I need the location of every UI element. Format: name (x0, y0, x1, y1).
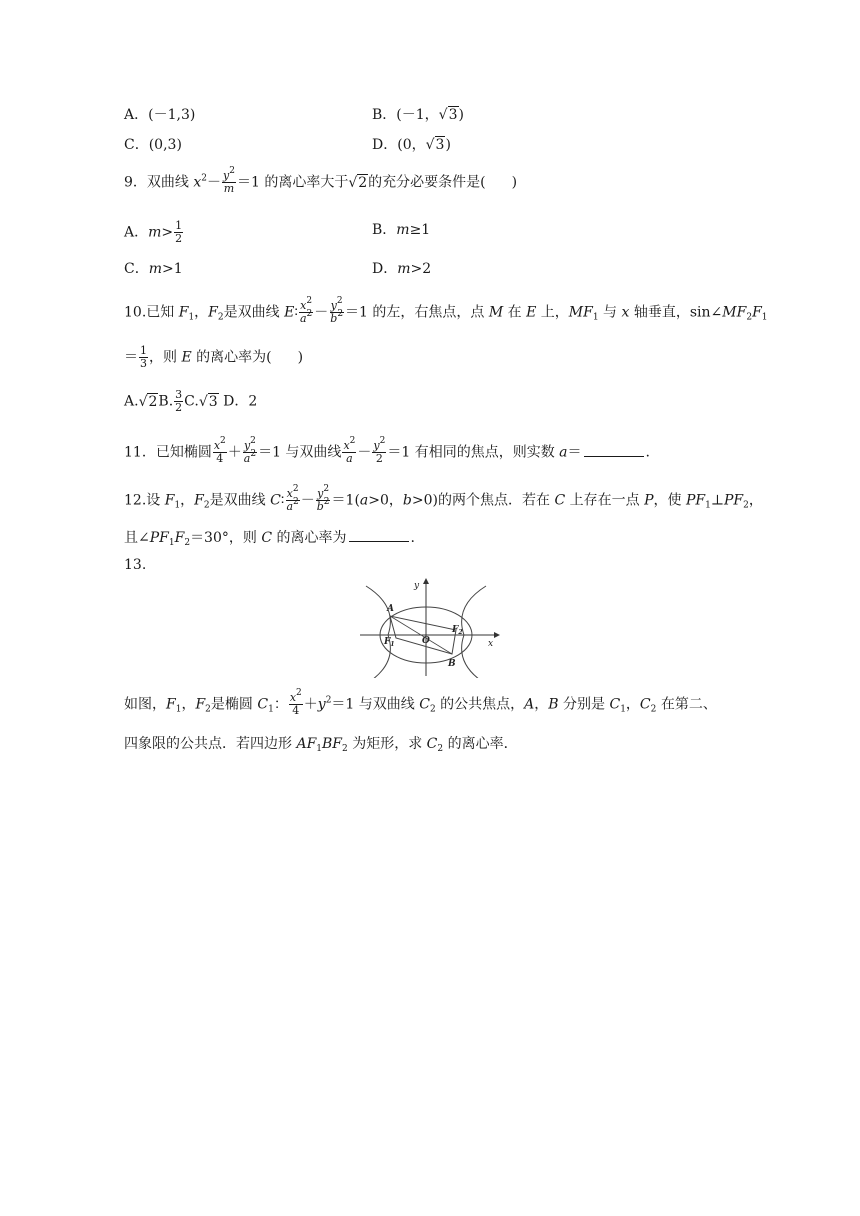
q11-stem: 11．已知椭圆 $\frac{x^2}{4}$ ＋ $\frac{y^2}{a^2}$ ＝1 与双曲线 $\frac{x^2}{a}$ － $\frac{y^2}{2}$ ＝1 有相同的焦点，则实数 a＝ . (124, 436, 650, 465)
origin-label: O (422, 636, 430, 646)
q11-answer-blank (584, 444, 644, 457)
hyperbola-right-branch (462, 586, 486, 678)
focus-f1-label: $F_1$ (384, 637, 395, 648)
point-b-label: B (448, 659, 456, 669)
q13-number: 13. (124, 557, 147, 573)
q9-stem: 9．双曲线 $x^2-$ $\frac{y^2}{m}$ ＝1 的离心率大于√2的充分必要条件是( ) (124, 166, 518, 195)
q9-option-a: A．m> $\frac{1}{2}$ (124, 219, 183, 245)
q9-option-d: D．m>2 (372, 261, 432, 277)
hyperbola-left-branch (366, 586, 390, 678)
q8-option-c: C．(0,3) (124, 137, 182, 153)
q10-stem-line2: ＝ $\frac{1}{3}$ ，则 E 的离心率为( ) (124, 344, 304, 370)
q13-stem-line2: 四象限的公共点．若四边形 $AF_1BF_2$ 为矩形，求 $C_2$ 的离心率． (124, 736, 518, 754)
y-axis-label: y (414, 581, 420, 591)
point-a-label: A (387, 604, 394, 614)
q8-option-a: A．(－1,3) (124, 107, 196, 123)
ellipse-hyperbola-figure (358, 576, 504, 678)
q8-option-d: D．(0，√3) (372, 137, 451, 153)
q12-stem-line2: 且$\angle PF_1F_2=30^\circ$，则 C 的离心率为 . (124, 530, 415, 548)
q12-answer-blank (349, 529, 409, 542)
x-axis-label: x (488, 639, 494, 649)
q8-option-b: B．(－1，√3) (372, 107, 464, 123)
q9-option-b: B．m≥1 (372, 222, 431, 238)
q13-stem-line1: 如图，$F_1$，$F_2$是椭圆 $C_1$： $\frac{x^2}{4}$ $+y^2=1$ 与双曲线 $C_2$ 的公共焦点，A，B 分别是 $C_1$，$C_2$ 在第二、 (124, 688, 717, 717)
focus-f2-label: $F_2$ (452, 625, 463, 636)
q9-option-c: C．m>1 (124, 261, 183, 277)
y-axis-arrow-icon (423, 578, 429, 584)
q12-stem-line1: 12.设 $F_1$，$F_2$是双曲线 C∶ $\frac{x^2}{a^2}$ － $\frac{y^2}{b^2}$ ＝1(a>0，b>0)的两个焦点．若在 C 上存在一点 P，使 $PF_1\perp PF_2$， (124, 484, 763, 513)
q10-stem-line1: 10.已知 $F_1$，$F_2$是双曲线 E∶ $\frac{x^2}{a^2}$ － $\frac{y^2}{b^2}$ ＝1 的左，右焦点，点 M 在 E 上，$MF_1$ 与 x 轴垂直，$\sin\angle MF_2F_1$ (124, 296, 768, 325)
q10-options: A.√2B. $\frac{3}{2}$ C.√3 D．2 (124, 388, 258, 414)
x-axis-arrow-icon (494, 632, 500, 638)
